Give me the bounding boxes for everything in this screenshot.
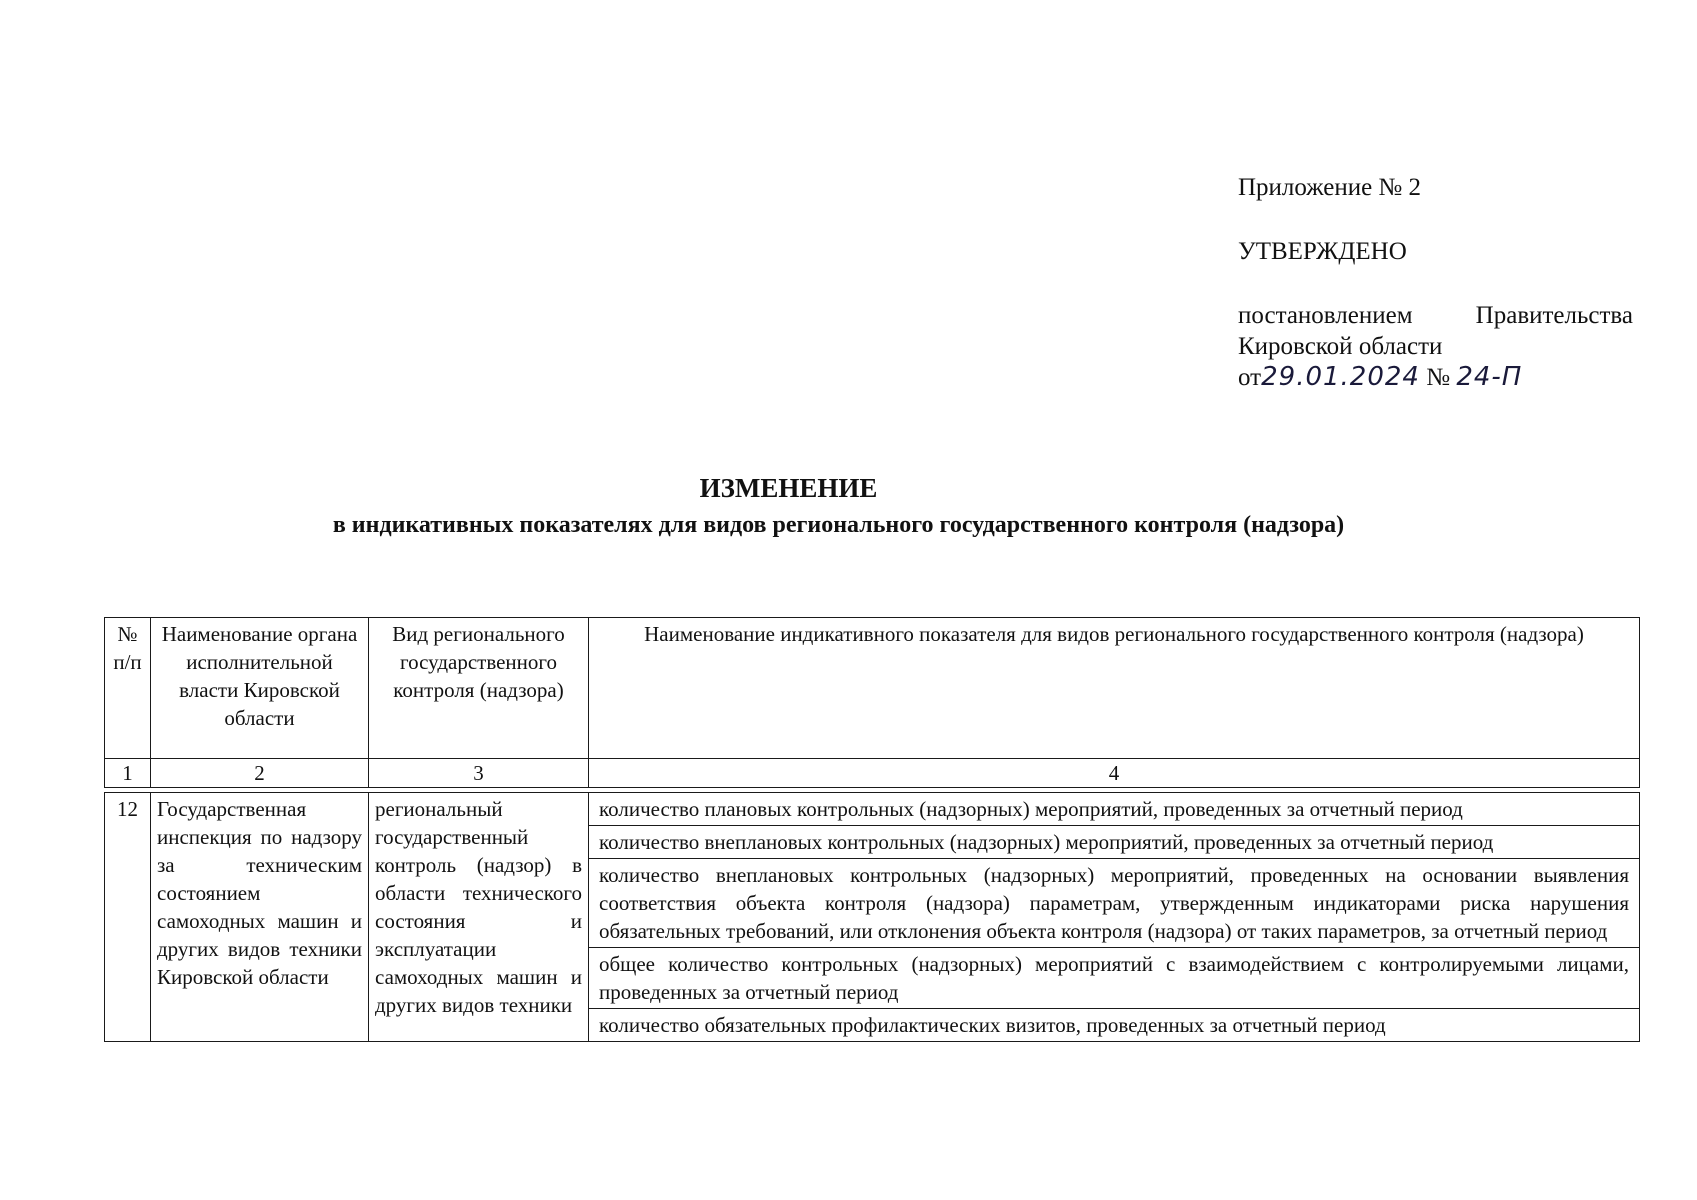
column-number: 1: [105, 759, 151, 788]
title-main: ИЗМЕНЕНИЕ: [699, 473, 878, 503]
indicator-cell: количество внеплановых контрольных (надзорных) мероприятий, проведенных за отчетный период: [589, 826, 1640, 859]
header-kind: Вид регионального государственного контроля (надзора): [369, 618, 589, 759]
indicator-cell: количество обязательных профилактических визитов, проведенных за отчетный период: [589, 1009, 1640, 1042]
table-header-row: [105, 618, 1640, 759]
indicator-cell: количество плановых контрольных (надзорных) мероприятий, проведенных за отчетный период: [589, 793, 1640, 826]
approval-block: [1238, 172, 1638, 393]
appendix-label: Приложение № 2: [1238, 174, 1422, 201]
handwritten-date: 29.01.2024: [1261, 362, 1420, 392]
row-control-kind: региональный государственный контроль (надзор) в области технического состояния и эксплуатации самоходных машин и других видов техники: [369, 793, 589, 1042]
number-prefix: №: [1426, 364, 1451, 391]
column-number: 4: [589, 759, 1640, 788]
resolution-line: [1238, 300, 1633, 331]
document-title: [0, 472, 1697, 540]
header-indicator: Наименование индикативного показателя для видов регионального государственного контроля (надзора): [589, 618, 1640, 759]
government-word: Правительства: [1475, 302, 1633, 329]
approved-label: УТВЕРЖДЕНО: [1238, 238, 1407, 265]
title-subtitle: в индикативных показателях для видов регионального государственного контроля (надзора): [332, 512, 1345, 538]
handwritten-number: 24-П: [1456, 362, 1523, 392]
indicator-cell: общее количество контрольных (надзорных) мероприятий с взаимодействием с контролируемыми лицами, проведенных за отчетный период: [589, 948, 1640, 1009]
region-label: Кировской области: [1238, 333, 1443, 360]
column-number: 3: [369, 759, 589, 788]
indicators-table-wrap: [104, 617, 1640, 1042]
table-row: [105, 793, 1640, 826]
header-num: № п/п: [105, 618, 151, 759]
column-number: 2: [151, 759, 369, 788]
date-prefix: от: [1238, 364, 1262, 391]
date-number-line: [1238, 362, 1638, 393]
indicators-table: [104, 617, 1640, 1042]
row-number: 12: [105, 793, 151, 1042]
header-org: Наименование органа исполнительной власти Кировской области: [151, 618, 369, 759]
indicator-cell: количество внеплановых контрольных (надзорных) мероприятий, проведенных на основании выявления соответствия объекта контроля (надзора) параметрам, утвержденным индикаторами риска нарушения обязательных требований, или отклонения объекта контроля (надзора) от таких параметров, за отчетный период: [589, 859, 1640, 948]
row-organization: Государственная инспекция по надзору за техническим состоянием самоходных машин и других видов техники Кировской области: [151, 793, 369, 1042]
resolution-word: постановлением: [1238, 302, 1413, 329]
column-number-row: [105, 759, 1640, 788]
